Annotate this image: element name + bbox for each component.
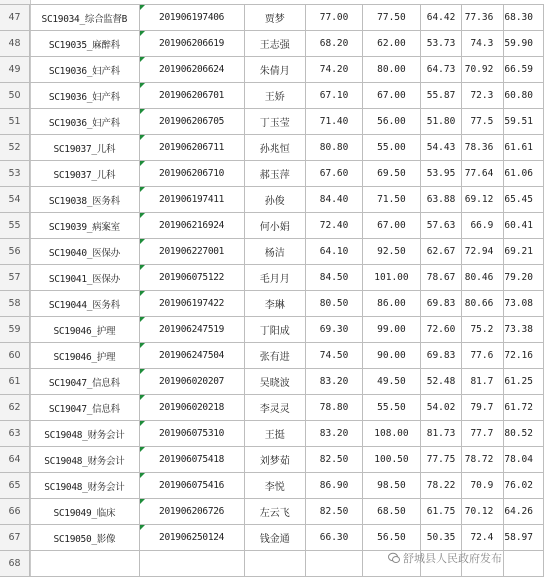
exam-id-cell[interactable]: 201906075418 (139, 447, 244, 473)
score-1-cell[interactable]: 80.50 (305, 291, 362, 317)
position-code-cell[interactable]: SC19037_儿科 (30, 161, 139, 187)
row-number[interactable]: 52 (0, 135, 30, 161)
score-3-cell[interactable]: 53.95 (420, 161, 462, 187)
score-table (0, 4, 544, 577)
table-row (0, 317, 544, 343)
exam-id-cell[interactable]: 201906197406 (139, 5, 244, 31)
watermark (388, 550, 502, 566)
score-4-cell[interactable]: 78.72 (462, 447, 504, 473)
score-1-cell[interactable]: 69.30 (305, 317, 362, 343)
score-5-cell[interactable]: 65.45 (504, 187, 544, 213)
score-1-cell[interactable]: 77.00 (305, 5, 362, 31)
row-number[interactable]: 60 (0, 343, 30, 369)
candidate-name-cell[interactable]: 王志强 (244, 31, 305, 57)
score-5-cell[interactable]: 58.97 (504, 525, 544, 551)
exam-id-cell[interactable]: 201906206710 (139, 161, 244, 187)
table-row (0, 187, 544, 213)
position-code-cell[interactable]: SC19034_综合监督B (30, 5, 139, 31)
score-2-cell[interactable]: 101.00 (363, 265, 420, 291)
score-2-cell[interactable]: 86.00 (363, 291, 420, 317)
table-row (0, 395, 544, 421)
score-2-cell[interactable]: 56.50 (363, 525, 420, 551)
exam-id-cell[interactable]: 201906075122 (139, 265, 244, 291)
score-2-cell[interactable]: 68.50 (363, 499, 420, 525)
candidate-name-cell[interactable]: 丁玉莹 (244, 109, 305, 135)
score-4-cell[interactable]: 77.36 (462, 5, 504, 31)
score-2-cell[interactable]: 67.00 (363, 213, 420, 239)
candidate-name-cell[interactable]: 刘梦茹 (244, 447, 305, 473)
score-4-cell[interactable]: 77.7 (462, 421, 504, 447)
candidate-name-cell[interactable]: 左云飞 (244, 499, 305, 525)
exam-id-cell[interactable]: 201906216924 (139, 213, 244, 239)
score-3-cell[interactable]: 78.22 (420, 473, 462, 499)
exam-id-cell[interactable]: 201906206701 (139, 83, 244, 109)
score-1-cell[interactable]: 67.10 (305, 83, 362, 109)
row-number[interactable]: 67 (0, 525, 30, 551)
score-3-cell[interactable]: 64.73 (420, 57, 462, 83)
score-4-cell[interactable]: 66.9 (462, 213, 504, 239)
score-2-cell[interactable]: 69.50 (363, 161, 420, 187)
row-number[interactable]: 62 (0, 395, 30, 421)
position-code-cell[interactable]: SC19044_医务科 (30, 291, 139, 317)
candidate-name-cell[interactable]: 吴晓波 (244, 369, 305, 395)
table-row (0, 161, 544, 187)
score-2-cell[interactable]: 56.00 (363, 109, 420, 135)
position-code-cell[interactable]: SC19050_影像 (30, 525, 139, 551)
score-1-cell[interactable]: 83.20 (305, 421, 362, 447)
score-2-cell[interactable]: 77.50 (363, 5, 420, 31)
candidate-name-cell[interactable]: 钱金通 (244, 525, 305, 551)
score-1-cell[interactable] (305, 551, 362, 577)
table-row (0, 499, 544, 525)
score-5-cell[interactable]: 60.80 (504, 83, 544, 109)
row-number[interactable]: 55 (0, 213, 30, 239)
exam-id-cell[interactable]: 201906206711 (139, 135, 244, 161)
row-number[interactable]: 50 (0, 83, 30, 109)
score-5-cell[interactable]: 60.41 (504, 213, 544, 239)
exam-id-cell[interactable]: 201906206619 (139, 31, 244, 57)
score-2-cell[interactable]: 90.00 (363, 343, 420, 369)
score-4-cell[interactable]: 70.9 (462, 473, 504, 499)
position-code-cell[interactable]: SC19046_护理 (30, 343, 139, 369)
table-row (0, 369, 544, 395)
score-2-cell[interactable]: 55.00 (363, 135, 420, 161)
score-3-cell[interactable]: 62.67 (420, 239, 462, 265)
table-row (0, 83, 544, 109)
score-4-cell[interactable]: 70.12 (462, 499, 504, 525)
score-5-cell[interactable]: 61.25 (504, 369, 544, 395)
score-4-cell[interactable]: 72.94 (462, 239, 504, 265)
candidate-name-cell[interactable] (244, 551, 305, 577)
candidate-name-cell[interactable]: 丁阳成 (244, 317, 305, 343)
score-2-cell[interactable]: 55.50 (363, 395, 420, 421)
row-number[interactable]: 68 (0, 551, 30, 577)
candidate-name-cell[interactable]: 李悦 (244, 473, 305, 499)
score-5-cell[interactable]: 61.06 (504, 161, 544, 187)
table-row (0, 265, 544, 291)
score-2-cell[interactable]: 98.50 (363, 473, 420, 499)
candidate-name-cell[interactable]: 郝玉萍 (244, 161, 305, 187)
score-3-cell[interactable]: 52.48 (420, 369, 462, 395)
score-1-cell[interactable]: 67.60 (305, 161, 362, 187)
score-4-cell[interactable]: 77.64 (462, 161, 504, 187)
table-row (0, 135, 544, 161)
position-code-cell[interactable]: SC19046_护理 (30, 317, 139, 343)
score-3-cell[interactable]: 72.60 (420, 317, 462, 343)
score-1-cell[interactable]: 71.40 (305, 109, 362, 135)
score-3-cell[interactable]: 78.67 (420, 265, 462, 291)
score-4-cell[interactable]: 74.3 (462, 31, 504, 57)
row-number[interactable]: 48 (0, 31, 30, 57)
position-code-cell[interactable]: SC19048_财务会计 (30, 447, 139, 473)
exam-id-cell[interactable]: 201906206624 (139, 57, 244, 83)
position-code-cell[interactable]: SC19036_妇产科 (30, 83, 139, 109)
row-number[interactable]: 63 (0, 421, 30, 447)
row-number[interactable]: 51 (0, 109, 30, 135)
row-number[interactable]: 53 (0, 161, 30, 187)
score-5-cell[interactable]: 73.38 (504, 317, 544, 343)
position-code-cell[interactable]: SC19038_医务科 (30, 187, 139, 213)
score-5-cell[interactable]: 64.26 (504, 499, 544, 525)
position-code-cell[interactable]: SC19036_妇产科 (30, 109, 139, 135)
candidate-name-cell[interactable]: 孙兆恒 (244, 135, 305, 161)
score-4-cell[interactable]: 80.66 (462, 291, 504, 317)
score-5-cell[interactable]: 80.52 (504, 421, 544, 447)
candidate-name-cell[interactable]: 贾梦 (244, 5, 305, 31)
table-row (0, 31, 544, 57)
exam-id-cell[interactable]: 201906206726 (139, 499, 244, 525)
score-1-cell[interactable]: 72.40 (305, 213, 362, 239)
score-1-cell[interactable]: 64.10 (305, 239, 362, 265)
score-5-cell[interactable]: 66.59 (504, 57, 544, 83)
score-5-cell[interactable]: 69.21 (504, 239, 544, 265)
score-2-cell[interactable]: 62.00 (363, 31, 420, 57)
table-row (0, 525, 544, 551)
score-5-cell[interactable]: 68.30 (504, 5, 544, 31)
row-number[interactable]: 65 (0, 473, 30, 499)
table-row (0, 291, 544, 317)
score-2-cell[interactable]: 108.00 (363, 421, 420, 447)
position-code-cell[interactable]: SC19048_财务会计 (30, 473, 139, 499)
score-3-cell[interactable]: 57.63 (420, 213, 462, 239)
score-3-cell[interactable]: 53.73 (420, 31, 462, 57)
score-5-cell[interactable]: 61.72 (504, 395, 544, 421)
score-4-cell[interactable]: 81.7 (462, 369, 504, 395)
candidate-name-cell[interactable]: 王挺 (244, 421, 305, 447)
row-number[interactable]: 56 (0, 239, 30, 265)
row-number[interactable]: 57 (0, 265, 30, 291)
table-row (0, 343, 544, 369)
score-1-cell[interactable]: 84.40 (305, 187, 362, 213)
score-4-cell[interactable]: 72.3 (462, 83, 504, 109)
score-3-cell[interactable]: 51.80 (420, 109, 462, 135)
score-1-cell[interactable]: 74.50 (305, 343, 362, 369)
score-5-cell[interactable]: 59.51 (504, 109, 544, 135)
exam-id-cell[interactable]: 201906250124 (139, 525, 244, 551)
score-5-cell[interactable]: 73.08 (504, 291, 544, 317)
score-5-cell[interactable]: 78.04 (504, 447, 544, 473)
score-4-cell[interactable]: 70.92 (462, 57, 504, 83)
score-4-cell[interactable]: 77.5 (462, 109, 504, 135)
score-2-cell[interactable]: 71.50 (363, 187, 420, 213)
position-code-cell[interactable]: SC19037_儿科 (30, 135, 139, 161)
score-3-cell[interactable]: 54.02 (420, 395, 462, 421)
exam-id-cell[interactable]: 201906075416 (139, 473, 244, 499)
exam-id-cell[interactable]: 201906227001 (139, 239, 244, 265)
candidate-name-cell[interactable]: 张有进 (244, 343, 305, 369)
score-4-cell[interactable]: 72.4 (462, 525, 504, 551)
candidate-name-cell[interactable]: 李灵灵 (244, 395, 305, 421)
score-4-cell[interactable]: 69.12 (462, 187, 504, 213)
row-number[interactable]: 49 (0, 57, 30, 83)
table-row (0, 447, 544, 473)
score-3-cell[interactable]: 54.43 (420, 135, 462, 161)
score-5-cell[interactable]: 72.16 (504, 343, 544, 369)
candidate-name-cell[interactable]: 孙俊 (244, 187, 305, 213)
position-code-cell[interactable] (30, 551, 139, 577)
row-number[interactable]: 61 (0, 369, 30, 395)
score-4-cell[interactable]: 75.2 (462, 317, 504, 343)
position-code-cell[interactable]: SC19040_医保办 (30, 239, 139, 265)
position-code-cell[interactable]: SC19041_医保办 (30, 265, 139, 291)
score-1-cell[interactable]: 74.20 (305, 57, 362, 83)
score-3-cell[interactable]: 64.42 (420, 5, 462, 31)
candidate-name-cell[interactable]: 毛月月 (244, 265, 305, 291)
position-code-cell[interactable]: SC19048_财务会计 (30, 421, 139, 447)
score-2-cell[interactable]: 92.50 (363, 239, 420, 265)
score-5-cell[interactable]: 76.02 (504, 473, 544, 499)
row-number[interactable]: 47 (0, 5, 30, 31)
score-4-cell[interactable]: 77.6 (462, 343, 504, 369)
score-4-cell[interactable]: 78.36 (462, 135, 504, 161)
table-row (0, 57, 544, 83)
score-1-cell[interactable]: 84.50 (305, 265, 362, 291)
score-5-cell[interactable]: 61.61 (504, 135, 544, 161)
exam-id-cell[interactable] (139, 551, 244, 577)
exam-id-cell[interactable]: 201906197411 (139, 187, 244, 213)
table-row (0, 5, 544, 31)
score-2-cell[interactable]: 67.00 (363, 83, 420, 109)
watermark-text: 舒城县人民政府发布 (403, 552, 502, 565)
exam-id-cell[interactable]: 201906020218 (139, 395, 244, 421)
exam-id-cell[interactable]: 201906247519 (139, 317, 244, 343)
candidate-name-cell[interactable]: 王娇 (244, 83, 305, 109)
score-1-cell[interactable]: 66.30 (305, 525, 362, 551)
score-1-cell[interactable]: 82.50 (305, 447, 362, 473)
row-number[interactable]: 64 (0, 447, 30, 473)
score-3-cell[interactable]: 50.35 (420, 525, 462, 551)
candidate-name-cell[interactable]: 何小娟 (244, 213, 305, 239)
score-2-cell[interactable]: 100.50 (363, 447, 420, 473)
score-1-cell[interactable]: 68.20 (305, 31, 362, 57)
table-row (0, 473, 544, 499)
score-1-cell[interactable]: 78.80 (305, 395, 362, 421)
position-code-cell[interactable]: SC19035_麻醉科 (30, 31, 139, 57)
score-5-cell[interactable] (504, 551, 544, 577)
score-3-cell[interactable]: 55.87 (420, 83, 462, 109)
exam-id-cell[interactable]: 201906075310 (139, 421, 244, 447)
score-1-cell[interactable]: 86.90 (305, 473, 362, 499)
exam-id-cell[interactable]: 201906020207 (139, 369, 244, 395)
exam-id-cell[interactable]: 201906247504 (139, 343, 244, 369)
score-1-cell[interactable]: 80.80 (305, 135, 362, 161)
candidate-name-cell[interactable]: 李琳 (244, 291, 305, 317)
score-4-cell[interactable]: 79.7 (462, 395, 504, 421)
score-3-cell[interactable]: 63.88 (420, 187, 462, 213)
table-row (0, 239, 544, 265)
exam-id-cell[interactable]: 201906197422 (139, 291, 244, 317)
score-5-cell[interactable]: 59.90 (504, 31, 544, 57)
score-2-cell[interactable]: 80.00 (363, 57, 420, 83)
score-1-cell[interactable]: 82.50 (305, 499, 362, 525)
position-code-cell[interactable]: SC19047_信息科 (30, 369, 139, 395)
table-row (0, 109, 544, 135)
position-code-cell[interactable]: SC19049_临床 (30, 499, 139, 525)
score-3-cell[interactable]: 81.73 (420, 421, 462, 447)
candidate-name-cell[interactable]: 杨洁 (244, 239, 305, 265)
score-2-cell[interactable]: 49.50 (363, 369, 420, 395)
score-3-cell[interactable]: 69.83 (420, 343, 462, 369)
row-number[interactable]: 59 (0, 317, 30, 343)
position-code-cell[interactable]: SC19039_病案室 (30, 213, 139, 239)
row-number[interactable]: 58 (0, 291, 30, 317)
score-5-cell[interactable]: 79.20 (504, 265, 544, 291)
row-number[interactable]: 54 (0, 187, 30, 213)
candidate-name-cell[interactable]: 朱倩月 (244, 57, 305, 83)
score-3-cell[interactable]: 77.75 (420, 447, 462, 473)
table-row (0, 213, 544, 239)
score-2-cell[interactable]: 99.00 (363, 317, 420, 343)
exam-id-cell[interactable]: 201906206705 (139, 109, 244, 135)
score-3-cell[interactable]: 69.83 (420, 291, 462, 317)
score-1-cell[interactable]: 83.20 (305, 369, 362, 395)
table-row (0, 421, 544, 447)
row-number[interactable]: 66 (0, 499, 30, 525)
score-4-cell[interactable]: 80.46 (462, 265, 504, 291)
wechat-icon (388, 552, 400, 564)
position-code-cell[interactable]: SC19047_信息科 (30, 395, 139, 421)
position-code-cell[interactable]: SC19036_妇产科 (30, 57, 139, 83)
score-3-cell[interactable]: 61.75 (420, 499, 462, 525)
